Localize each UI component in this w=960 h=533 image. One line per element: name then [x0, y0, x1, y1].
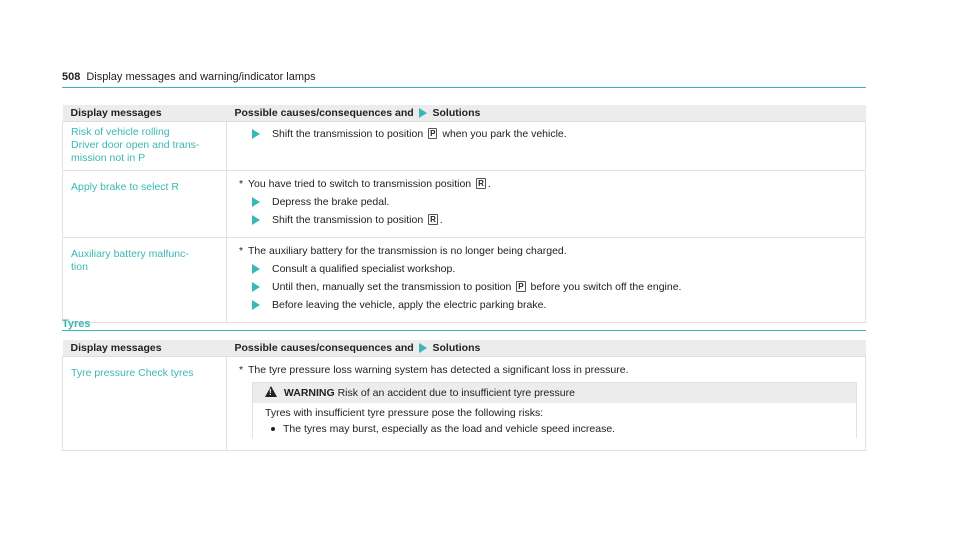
solution-step: Shift the transmission to position R .	[235, 214, 857, 227]
table-header-row	[63, 105, 866, 122]
warning-body: Tyres with insufficient tyre pressure pose the following risks: The tyres may burst, especially as the load and vehicle speed increase.	[253, 403, 856, 438]
list-item: The tyres may burst, especially as the load and vehicle speed increase.	[265, 423, 848, 436]
header-causes-solutions: Possible causes/consequences and Solutions	[227, 105, 866, 122]
arrow-triangle-icon	[252, 264, 260, 274]
gear-r-symbol: R	[478, 179, 484, 188]
bullet-dot-icon	[271, 427, 275, 431]
warning-header	[253, 383, 856, 403]
solution-step: Until then, manually set the transmission to position P before you switch off the engine.	[235, 281, 857, 294]
warning-box	[252, 382, 857, 438]
solution-step: Consult a qualified specialist workshop.	[235, 263, 857, 276]
gear-p-symbol: P	[430, 129, 436, 138]
page-header	[62, 70, 866, 88]
cause-text: * The tyre pressure loss warning system has detected a significant loss in pressure.	[239, 364, 629, 376]
cause-text: * You have tried to switch to transmission position R .	[239, 178, 491, 190]
cause-text: * The auxiliary battery for the transmission is no longer being charged.	[239, 245, 567, 257]
transmission-messages-table	[62, 105, 866, 323]
arrow-triangle-icon	[252, 300, 260, 310]
page-number: 508	[62, 71, 81, 83]
arrow-triangle-icon	[419, 343, 427, 353]
warning-label: WARNING	[283, 387, 335, 399]
header-display-messages: Display messages	[63, 340, 227, 357]
table-row	[63, 171, 866, 238]
solution-cell	[227, 171, 866, 238]
display-message: Apply brake to select R	[63, 171, 227, 238]
solution-step: Before leaving the vehicle, apply the electric parking brake.	[235, 299, 857, 312]
solution-cell	[227, 357, 866, 451]
warning-triangle-icon	[265, 386, 277, 397]
solution-step: Depress the brake pedal.	[235, 196, 857, 209]
arrow-triangle-icon	[252, 129, 260, 139]
gear-r-symbol: R	[430, 215, 436, 224]
warning-heading: Risk of an accident due to insufficient tyre pressure	[337, 387, 575, 399]
display-message: Auxiliary battery malfunc- tion	[63, 238, 227, 323]
solution-cell	[227, 238, 866, 323]
arrow-triangle-icon	[419, 108, 427, 118]
display-message: Risk of vehicle rolling Driver door open and trans- mission not in P	[63, 122, 227, 171]
table-header-row	[63, 340, 866, 357]
solution-step: Shift the transmission to position P when you park the vehicle.	[235, 128, 857, 141]
arrow-triangle-icon	[252, 215, 260, 225]
tyre-messages-table	[62, 340, 866, 451]
section-title-tyres: Tyres	[62, 318, 866, 331]
gear-p-symbol: P	[518, 282, 524, 291]
page-header-title: Display messages and warning/indicator lamps	[86, 71, 316, 83]
header-display-messages: Display messages	[63, 105, 227, 122]
table-row	[63, 357, 866, 451]
header-causes-solutions: Possible causes/consequences and Solutions	[227, 340, 866, 357]
display-message: Tyre pressure Check tyres	[63, 357, 227, 451]
arrow-triangle-icon	[252, 282, 260, 292]
table-row	[63, 122, 866, 171]
arrow-triangle-icon	[252, 197, 260, 207]
table-row	[63, 238, 866, 323]
solution-cell	[227, 122, 866, 171]
